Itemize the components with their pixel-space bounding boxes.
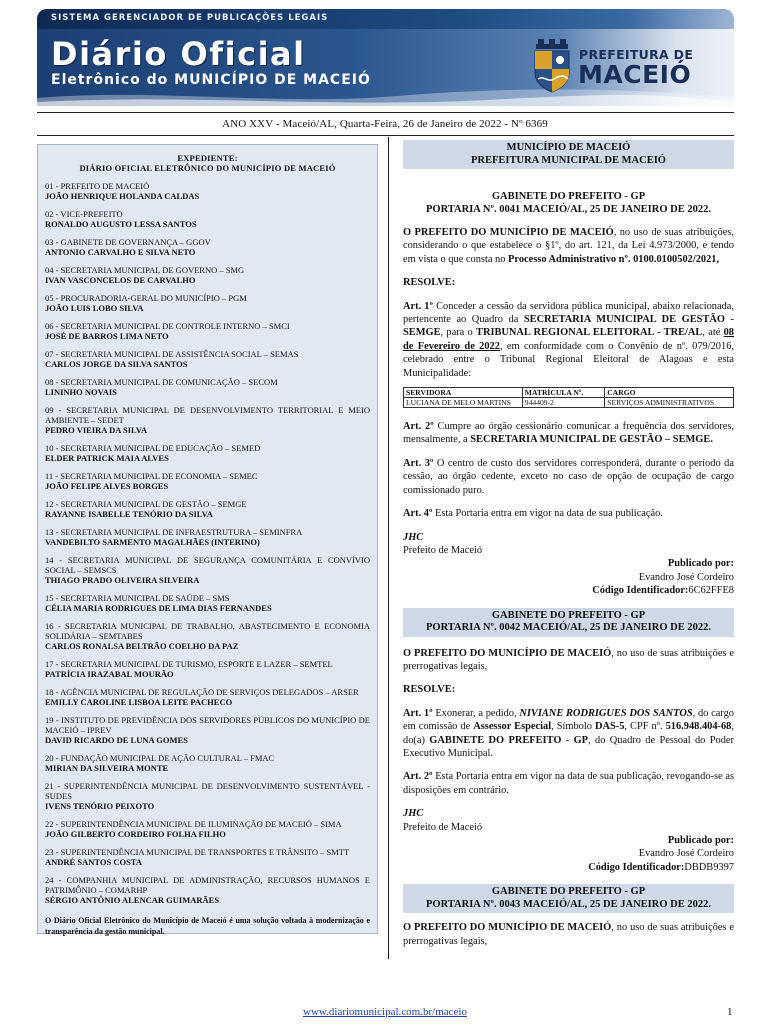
intro-authority: O PREFEITO DO MUNICÍPIO DE MACEIÓ xyxy=(403,647,612,659)
expediente-entry xyxy=(45,593,370,613)
signature-name: JHC xyxy=(403,531,424,543)
identifier-value: 6C62FFE8 xyxy=(688,585,734,597)
table-header-cell: MATRÍCULA Nº. xyxy=(522,388,605,398)
expediente-name: CARLOS JORGE DA SILVA SANTOS xyxy=(45,359,188,369)
expediente-role: 04 - SECRETARIA MUNICIPAL DE GOVERNO – SMG xyxy=(45,265,245,275)
art4-text: Esta Portaria entra em vigor na data de sua publicação. xyxy=(432,508,663,520)
expediente-entry xyxy=(45,321,370,341)
art1-text-d: , em conformidade com o Convênio de nº. 079/2016, celebrado entre o Tribunal Regional Eleitoral de Alagoas e esta Municipalidade: xyxy=(403,340,734,379)
portaria-0042-art1 xyxy=(403,707,734,761)
expediente-role: 14 - SECRETARIA MUNICIPAL DE SEGURANÇA COMUNITÁRIA E CONVÍVIO SOCIAL – SEMSCS xyxy=(45,555,370,575)
art2-label: Art. 2º xyxy=(403,771,433,783)
expediente-name: LININHO NOVAIS xyxy=(45,387,117,397)
expediente-name: ELDER PATRICK MAIA ALVES xyxy=(45,453,169,463)
expediente-role: 07 - SECRETARIA MUNICIPAL DE ASSISTÊNCIA SOCIAL – SEMAS xyxy=(45,349,299,359)
expediente-role: 08 - SECRETARIA MUNICIPAL DE COMUNICAÇÃO – SECOM xyxy=(45,377,278,387)
signature-role: Prefeito de Maceió xyxy=(403,821,483,833)
expediente-name: JOÃO FELIPE ALVES BORGES xyxy=(45,481,169,491)
art1-text-b: , do cargo em comissão de xyxy=(403,707,735,733)
column-divider xyxy=(388,137,389,959)
expediente-entry xyxy=(45,847,370,867)
portaria-0042-header xyxy=(403,608,734,637)
art3-text: O centro de custo dos servidores corresponderá, durante o período da cessão, ao órgão cedente, exceto no caso de opção de ocupação de cargo comissionado puro. xyxy=(403,457,734,496)
identifier-value: DBDB9397 xyxy=(684,861,734,873)
expediente-entry xyxy=(45,499,370,519)
published-by-label: Publicado por: xyxy=(667,558,734,570)
issue-line: ANO XXV - Maceió/AL, Quarta-Feira, 26 de Janeiro de 2022 - Nº 6369 xyxy=(222,118,548,130)
expediente-name: RONALDO AUGUSTO LESSA SANTOS xyxy=(45,219,197,229)
sidebar-footnote: O Diário Oficial Eletrônico do Município de Maceió é uma solução voltada à modernização e transparência da gestão municipal. xyxy=(45,916,370,936)
expediente-name: IVENS TENÓRIO PEIXOTO xyxy=(45,801,155,811)
expediente-name: MIRIAN DA SILVEIRA MONTE xyxy=(45,763,169,773)
expediente-entry xyxy=(45,443,370,463)
expediente-role: 20 - FUNDAÇÃO MUNICIPAL DE AÇÃO CULTURAL – FMAC xyxy=(45,753,275,763)
identifier-label: Código Identificador: xyxy=(592,585,689,597)
intro-authority: O PREFEITO DO MUNICÍPIO DE MACEIÓ xyxy=(403,922,612,934)
art1-cpf: 516.948.404-68 xyxy=(665,721,732,733)
art1-servant-name: NIVIANE RODRIGUES DOS SANTOS xyxy=(519,707,693,719)
expediente-name: PATRÍCIA IRAZABAL MOURÃO xyxy=(45,669,174,679)
art2-text: Esta Portaria entra em vigor na data de sua publicação, revogando-se as disposições em contrário. xyxy=(403,771,734,796)
expediente-role: 03 - GABINETE DE GOVERNANÇA – GGOV xyxy=(45,237,211,247)
expediente-role: 19 - INSTITUTO DE PREVIDÊNCIA DOS SERVIDORES PÚBLICOS DO MUNICÍPIO DE MACEIÓ – IPREV xyxy=(45,715,370,735)
expediente-entry xyxy=(45,687,370,707)
expediente-name: RAYANNE ISABELLE TENÓRIO DA SILVA xyxy=(45,509,213,519)
art1-text-c: , Símbolo xyxy=(551,721,595,733)
signature-name: JHC xyxy=(403,808,424,820)
municipality-heading-2: PREFEITURA MUNICIPAL DE MACEIÓ xyxy=(471,154,666,166)
header-rule-bottom xyxy=(37,135,734,136)
portaria-0042-intro xyxy=(403,647,734,674)
art1-text-a: Conceder a cessão da servidora pública municipal, abaixo relacionada, pertencente ao Quadro da xyxy=(403,300,735,326)
expediente-entry xyxy=(45,659,370,679)
portaria-0043-header xyxy=(403,884,734,913)
art1-destination: TRIBUNAL REGIONAL ELEITORAL - TRE/AL xyxy=(476,327,703,339)
expediente-entry xyxy=(45,349,370,369)
intro-authority: O PREFEITO DO MUNICÍPIO DE MACEIÓ xyxy=(403,227,614,238)
expediente-entry xyxy=(45,265,370,285)
intro-text: , no uso de suas atribuições e prerrogativas legais, xyxy=(403,922,734,947)
table-cell: 944409-2 xyxy=(522,398,605,408)
signature-role: Prefeito de Maceió xyxy=(403,544,483,556)
main-column xyxy=(403,140,734,948)
expediente-name: ANDRÉ SANTOS COSTA xyxy=(45,857,142,867)
expediente-role: 06 - SECRETARIA MUNICIPAL DE CONTROLE INTERNO – SMCI xyxy=(45,321,290,331)
expediente-entry xyxy=(45,209,370,229)
portaria-0043-title: PORTARIA Nº. 0043 MACEIÓ/AL, 25 DE JANEIRO DE 2022. xyxy=(426,898,711,910)
table-row xyxy=(404,398,734,408)
expediente-role: 12 - SECRETARIA MUNICIPAL DE GESTÃO – SEMGE xyxy=(45,499,247,509)
expediente-entry xyxy=(45,181,370,201)
expediente-role: 13 - SECRETARIA MUNICIPAL DE INFRAESTRUTURA – SEMINFRA xyxy=(45,527,303,537)
expediente-role: 02 - VICE-PREFEITO xyxy=(45,209,123,219)
municipality-heading-1: MUNICÍPIO DE MACEIÓ xyxy=(506,142,631,153)
expediente-name: ANTONIO CARVALHO E SILVA NETO xyxy=(45,247,196,257)
expediente-entry xyxy=(45,621,370,651)
header-rule-top xyxy=(37,112,734,113)
portaria-0042-office: GABINETE DO PREFEITO - GP xyxy=(491,609,646,621)
intro-process: Processo Administrativo nº. 0100.0100502/2021, xyxy=(508,253,720,265)
municipality-heading xyxy=(403,140,734,169)
expediente-name: VANDEBILTO SARMENTO MAGALHÃES (INTERINO) xyxy=(45,537,260,547)
portaria-0041-art4 xyxy=(403,507,734,520)
expediente-name: SÉRGIO ANTÔNIO ALENCAR GUIMARÃES xyxy=(45,895,220,905)
intro-text: , no uso de suas atribuições e prerrogativas legais, xyxy=(403,647,734,672)
servant-table xyxy=(403,387,734,408)
portaria-0041-resolve: RESOLVE: xyxy=(403,277,456,289)
art1-text-d: , CPF nº. xyxy=(624,721,666,733)
expediente-heading-1: EXPEDIENTE: xyxy=(177,153,238,163)
page-number: 1 xyxy=(727,1006,733,1018)
expediente-list xyxy=(45,181,370,905)
expediente-role: 23 - SUPERINTENDÊNCIA MUNICIPAL DE TRANSPORTES E TRÂNSITO – SMTT xyxy=(45,847,350,857)
expediente-role: 01 - PREFEITO DE MACEIÓ xyxy=(45,181,150,191)
expediente-role: 15 - SECRETARIA MUNICIPAL DE SAÚDE – SMS xyxy=(45,593,230,603)
portaria-0042-art2 xyxy=(403,770,734,797)
portaria-0041-title: PORTARIA Nº. 0041 MACEIÓ/AL, 25 DE JANEIRO DE 2022. xyxy=(426,203,711,215)
journal-title: Diário Oficial xyxy=(51,35,306,73)
expediente-name: CARLOS RONALSA BELTRÃO COELHO DA PAZ xyxy=(45,641,239,651)
expediente-name: JOSÉ DE BARROS LIMA NETO xyxy=(45,331,169,341)
identifier-label: Código Identificador: xyxy=(588,861,685,873)
art1-cargo: Assessor Especial xyxy=(473,721,552,733)
expediente-entry xyxy=(45,753,370,773)
expediente-entry xyxy=(45,781,370,811)
published-by-name: Evandro José Cordeiro xyxy=(638,571,734,583)
expediente-name: IVAN VASCONCELOS DE CARVALHO xyxy=(45,275,196,285)
expediente-entry xyxy=(45,555,370,585)
art1-symbol: DAS-5 xyxy=(594,721,625,733)
art1-org: GABINETE DO PREFEITO - GP xyxy=(429,734,589,746)
expediente-role: 24 - COMPANHIA MUNICIPAL DE ADMINISTRAÇÃO, RECURSOS HUMANOS E PATRIMÔNIO – COMARHP xyxy=(45,875,370,895)
identifier-code xyxy=(403,584,734,597)
expediente-entry xyxy=(45,527,370,547)
expediente-role: 10 - SECRETARIA MUNICIPAL DE EDUCAÇÃO – SEMED xyxy=(45,443,261,453)
expediente-role: 22 - SUPERINTENDÊNCIA MUNICIPAL DE ILUMINAÇÃO DE MACEIÓ – SIMA xyxy=(45,819,342,829)
portaria-0041-office: GABINETE DO PREFEITO - GP xyxy=(491,191,646,202)
table-header-cell: CARGO xyxy=(605,388,734,398)
expediente-entry xyxy=(45,875,370,905)
expediente-entry xyxy=(45,237,370,257)
expediente-entry xyxy=(45,293,370,313)
expediente-role: 09 - SECRETARIA MUNICIPAL DE DESENVOLVIMENTO TERRITORIAL E MEIO AMBIENTE – SEDET xyxy=(45,405,370,425)
journal-subtitle: Eletrônico do MUNICÍPIO DE MACEIÓ xyxy=(51,72,371,88)
portaria-0042-resolve: RESOLVE: xyxy=(403,684,456,696)
portaria-0041-art2 xyxy=(403,420,734,447)
expediente-entry xyxy=(45,377,370,397)
art1-text-a: Exonerar, a pedido, xyxy=(432,707,520,719)
expediente-role: 11 - SECRETARIA MUNICIPAL DE ECONOMIA – SEMEC xyxy=(45,471,258,481)
art2-label: Art. 2º xyxy=(403,421,434,433)
identifier-code xyxy=(403,861,734,874)
portaria-0041-art1 xyxy=(403,300,734,380)
art3-label: Art. 3º xyxy=(403,457,434,469)
expediente-name: JOÃO LUIS LOBO SILVA xyxy=(45,303,144,313)
portaria-0042-title: PORTARIA Nº. 0042 MACEIÓ/AL, 25 DE JANEIRO DE 2022. xyxy=(426,622,711,634)
art2-org: SECRETARIA MUNICIPAL DE GESTÃO – SEMGE. xyxy=(470,434,713,446)
expediente-role: 18 - AGÊNCIA MUNICIPAL DE REGULAÇÃO DE SERVIÇOS DELEGADOS – ARSER xyxy=(45,687,359,697)
expediente-entry xyxy=(45,471,370,491)
diario-municipal-link[interactable]: www.diariomunicipal.com.br/maceio xyxy=(303,1006,467,1018)
table-cell: LUCIANA DE MELO MARTINS xyxy=(404,398,523,408)
system-name: SISTEMA GERENCIADOR DE PUBLICAÇÕES LEGAIS xyxy=(51,13,329,23)
prefeitura-logo xyxy=(532,39,737,95)
expediente-name: PEDRO VIEIRA DA SILVA xyxy=(45,425,148,435)
art1-date: 08 de Fevereiro de 2022 xyxy=(403,327,734,352)
expediente-sidebar xyxy=(37,144,378,934)
art1-text-f: , do Quadro de Pessoal do Poder Executivo Municipal. xyxy=(403,734,734,759)
expediente-heading-2: DIÁRIO OFICIAL ELETRÔNICO DO MUNICÍPIO DE MACEIÓ xyxy=(79,163,336,173)
art1-origin-org: SECRETARIA MUNICIPAL DE GESTÃO - SEMGE xyxy=(403,314,734,339)
expediente-role: 16 - SECRETARIA MUNICIPAL DE TRABALHO, ABASTECIMENTO E ECONOMIA SOLIDÁRIA – SEMTABES xyxy=(45,621,370,641)
intro-text: , no uso de suas atribuições, considerando o que estabelece o §1º, do art. 121, da Lei 4.973/2000, e tendo em vista o que consta no xyxy=(403,227,734,265)
portaria-0041-intro xyxy=(403,226,734,266)
expediente-name: THIAGO PRADO OLIVEIRA SILVEIRA xyxy=(45,575,200,585)
expediente-entry xyxy=(45,819,370,839)
portaria-0043-intro xyxy=(403,921,734,948)
city-seal-icon xyxy=(532,39,572,93)
expediente-name: EMILLY CAROLINE LISBOA LEITE PACHECO xyxy=(45,697,233,707)
portaria-0041-art3 xyxy=(403,457,734,497)
expediente-name: JOÃO GILBERTO CORDEIRO FOLHA FILHO xyxy=(45,829,226,839)
expediente-role: 05 - PROCURADORIA-GERAL DO MUNICÍPIO – PGM xyxy=(45,293,247,303)
expediente-entry xyxy=(45,715,370,745)
art1-text-b: , para o xyxy=(440,327,477,339)
expediente-heading xyxy=(45,153,370,173)
art2-text: Cumpre ao órgão cessionário comunicar a frequência dos servidores, mensalmente, a xyxy=(403,421,734,446)
table-header-cell: SERVIDORA xyxy=(404,388,523,398)
expediente-name: DAVID RICARDO DE LUNA GOMES xyxy=(45,735,188,745)
servant-table-header xyxy=(404,388,734,398)
art1-text-e: , do(a) xyxy=(403,721,734,746)
expediente-name: JOÃO HENRIQUE HOLANDA CALDAS xyxy=(45,191,200,201)
logo-line-1: PREFEITURA DE xyxy=(579,47,694,62)
published-by-name: Evandro José Cordeiro xyxy=(638,848,734,860)
art1-text-c: , até xyxy=(702,327,724,339)
art1-label: Art. 1º xyxy=(403,707,433,719)
art1-label: Art. 1º xyxy=(403,300,433,312)
art4-label: Art. 4º xyxy=(403,508,433,520)
table-cell: SERVIÇOS ADMINISTRATIVOS xyxy=(605,398,734,408)
expediente-name: CÉLIA MARIA RODRIGUES DE LIMA DIAS FERNANDES xyxy=(45,603,272,613)
expediente-role: 17 - SECRETARIA MUNICIPAL DE TURISMO, ESPORTE E LAZER – SEMTEL xyxy=(45,659,333,669)
logo-line-2: MACEIÓ xyxy=(578,60,692,89)
expediente-role: 21 - SUPERINTENDÊNCIA MUNICIPAL DE DESENVOLVIMENTO SUSTENTÁVEL - SUDES xyxy=(45,781,370,801)
portaria-0043-office: GABINETE DO PREFEITO - GP xyxy=(491,886,646,898)
published-by-label: Publicado por: xyxy=(667,835,734,846)
expediente-entry xyxy=(45,405,370,435)
